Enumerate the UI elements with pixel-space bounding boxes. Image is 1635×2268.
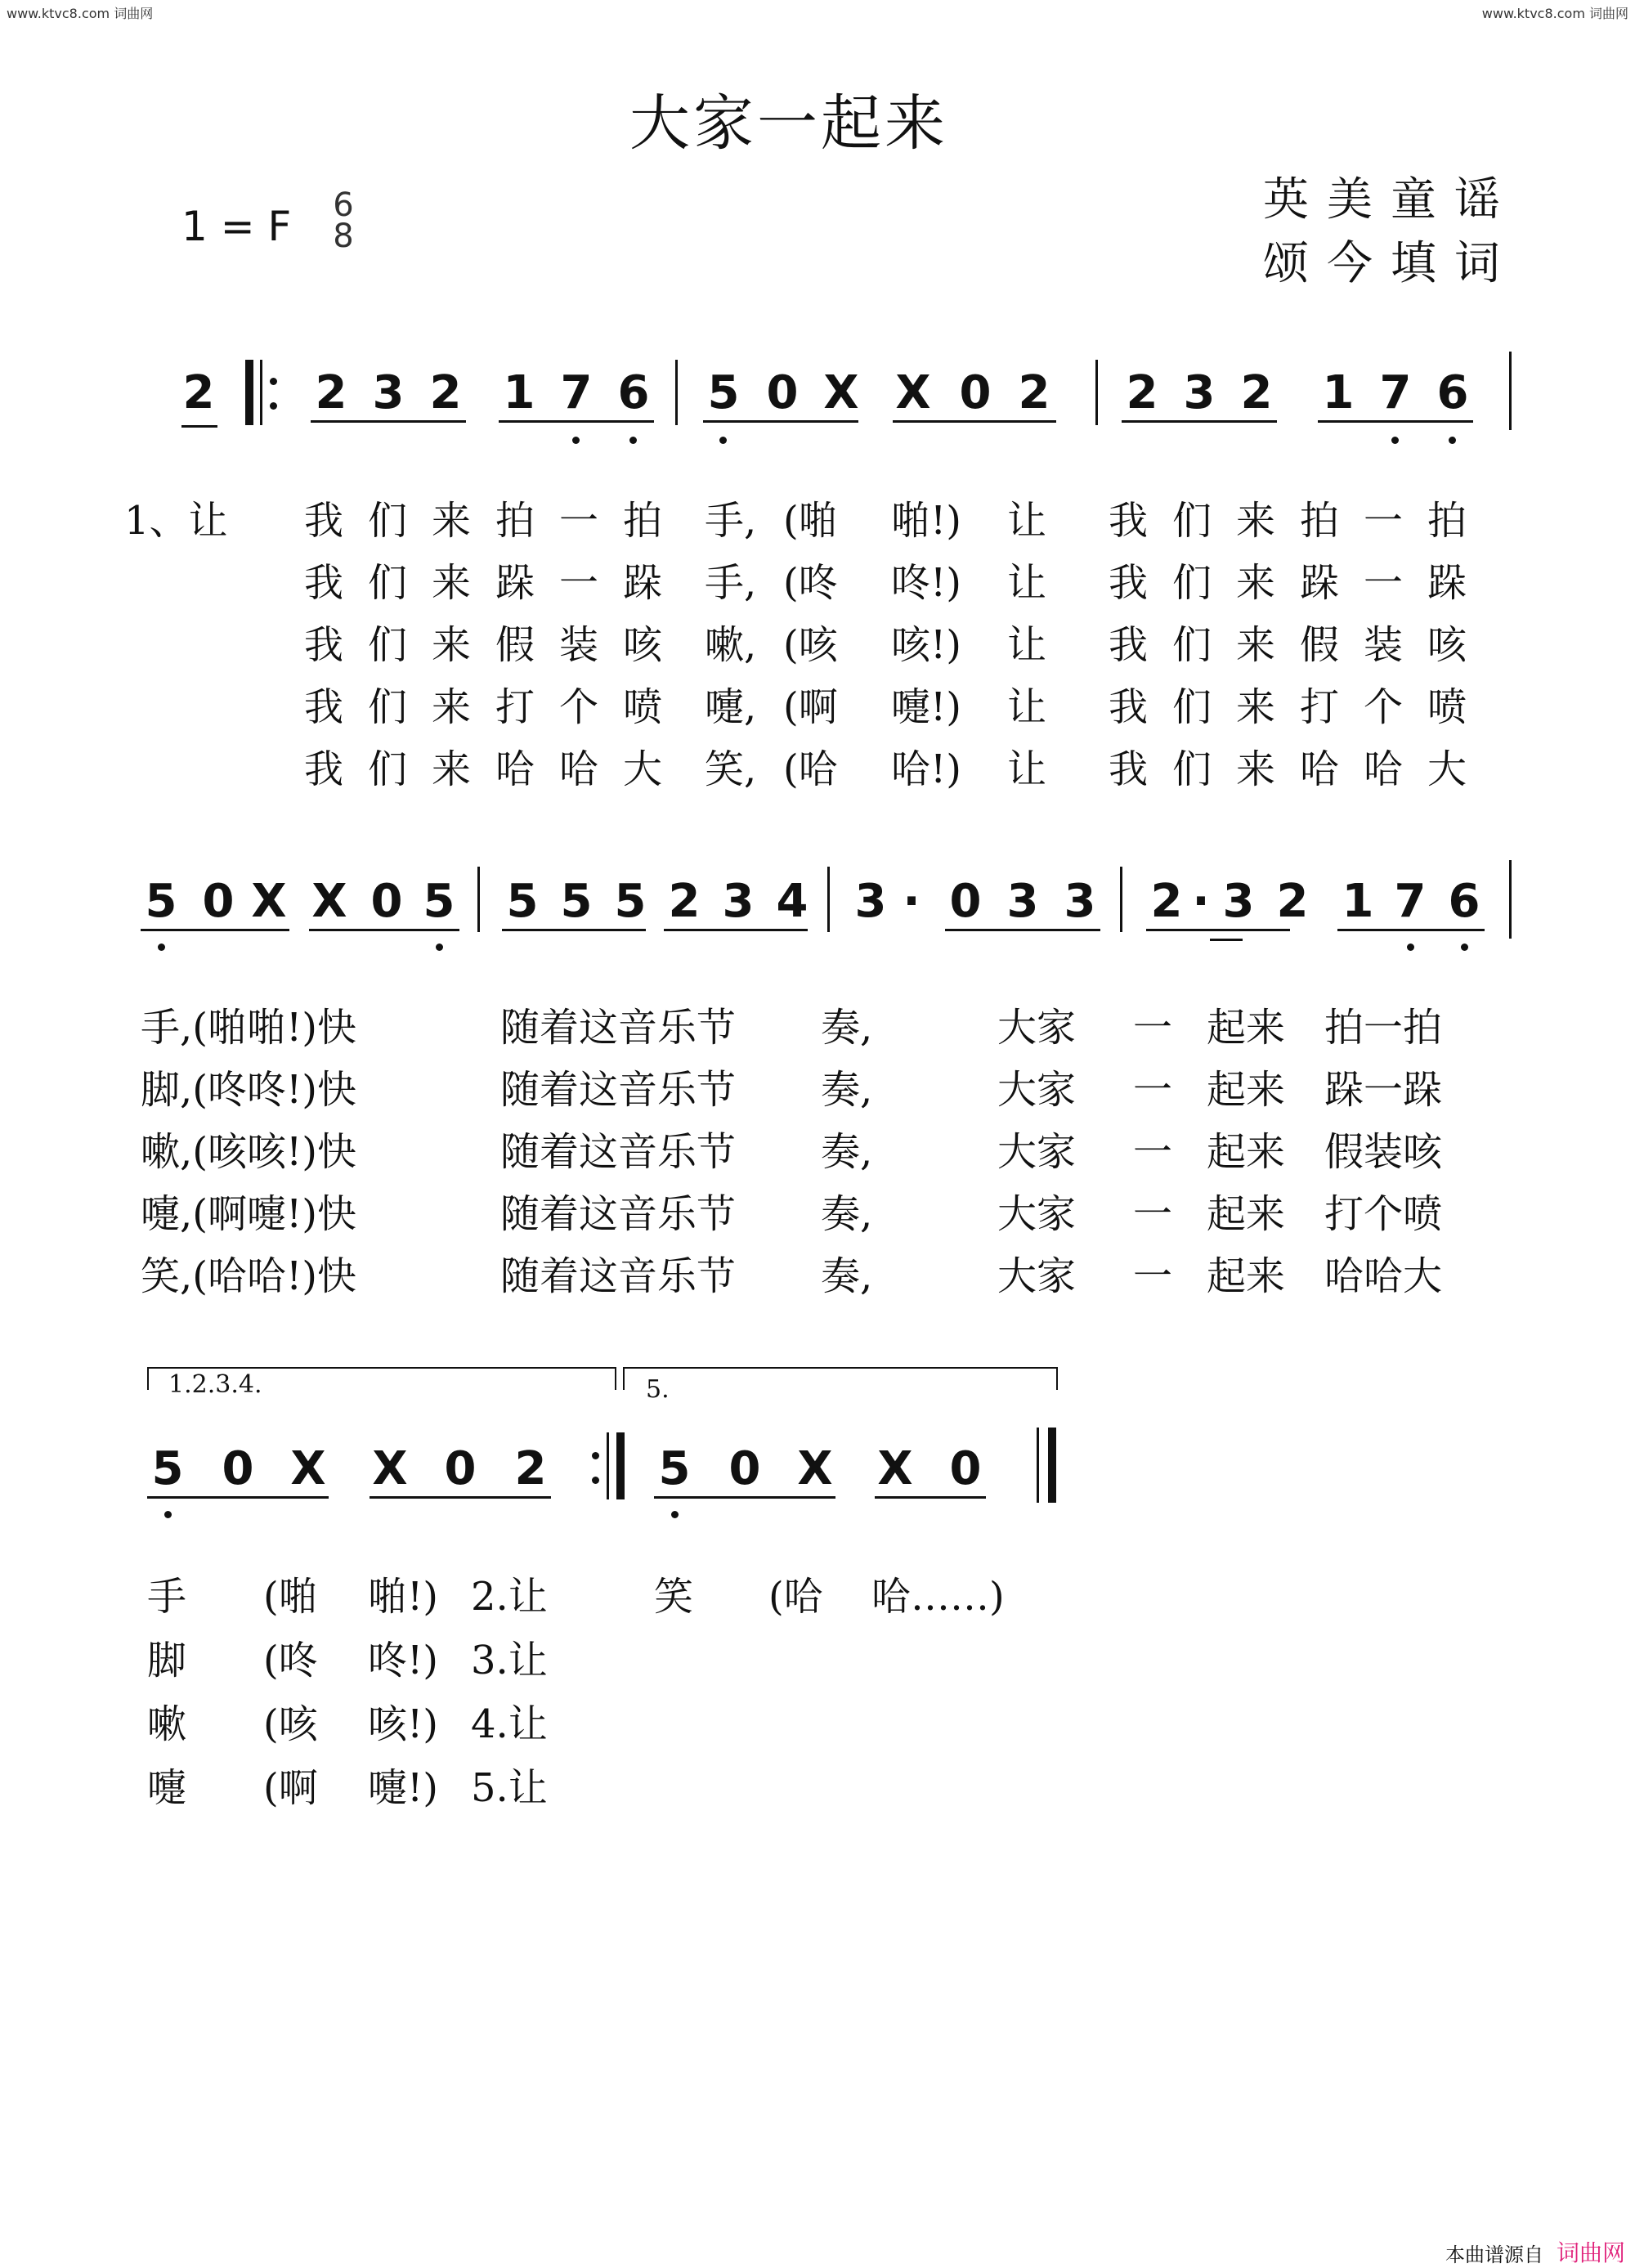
lyric: 一 xyxy=(1133,1129,1173,1175)
ending-bracket-2 xyxy=(623,1367,1058,1390)
note: X xyxy=(311,875,347,928)
lyric: 大 xyxy=(623,746,663,792)
lyric: 们 xyxy=(1172,560,1212,606)
lyric: 假装咳 xyxy=(1324,1129,1443,1175)
beam xyxy=(311,420,466,423)
lyric: 跺一跺 xyxy=(1324,1067,1443,1113)
lyric: (哈 xyxy=(783,746,838,792)
barline xyxy=(675,360,678,425)
time-signature xyxy=(327,186,360,255)
lyric: 一 xyxy=(1133,1005,1173,1051)
low-octave-dot xyxy=(1449,437,1456,444)
note: X xyxy=(290,1442,326,1495)
lyric: 起来 xyxy=(1207,1067,1286,1113)
lyric: 来 xyxy=(432,622,472,668)
lyric: 假 xyxy=(495,622,535,668)
lyric: 咚!) xyxy=(368,1638,439,1683)
lyric: 咳!) xyxy=(368,1701,439,1747)
note: 7 xyxy=(1394,875,1427,928)
lyric: 来 xyxy=(432,560,472,606)
barline xyxy=(1120,867,1122,932)
lyric: 让 xyxy=(1007,560,1047,606)
beam xyxy=(499,420,654,423)
note: 7 xyxy=(560,366,593,419)
beam xyxy=(309,929,459,931)
lyric: 来 xyxy=(1236,498,1276,544)
repeat-end-bar xyxy=(616,1432,625,1499)
lyric: 们 xyxy=(1172,498,1212,544)
lyric: (啪 xyxy=(263,1574,318,1620)
note: · xyxy=(1192,875,1210,928)
lyric: 跺 xyxy=(1427,560,1467,606)
lyric: 拍 xyxy=(495,498,535,544)
marker-underline xyxy=(181,425,217,428)
lyric: 们 xyxy=(368,560,408,606)
lyric: 我 xyxy=(1109,622,1149,668)
note: X xyxy=(823,366,859,419)
lyric: 拍 xyxy=(623,498,663,544)
lyric: (咳 xyxy=(783,622,838,668)
beam xyxy=(141,929,289,931)
lyric: 起来 xyxy=(1207,1253,1286,1299)
repeat-start-bar xyxy=(245,360,253,425)
lyric: 嚏 xyxy=(147,1765,187,1811)
lyric: (啊 xyxy=(783,684,838,730)
note: X xyxy=(251,875,287,928)
note: 4 xyxy=(776,875,809,928)
low-octave-dot xyxy=(436,944,443,951)
low-octave-dot xyxy=(164,1511,172,1518)
beam xyxy=(945,929,1100,931)
note: 0 xyxy=(959,366,992,419)
lyric: 来 xyxy=(1236,746,1276,792)
note: 3 xyxy=(1183,366,1216,419)
lyric: 奏, xyxy=(821,1129,873,1175)
lyric: (咚 xyxy=(263,1638,318,1683)
note: 5 xyxy=(423,875,455,928)
lyric: 们 xyxy=(368,498,408,544)
lyric: 大 xyxy=(1427,746,1467,792)
final-thick-bar xyxy=(1048,1428,1056,1503)
note: 2 xyxy=(668,875,701,928)
footer-site-link[interactable]: 词曲网 xyxy=(1557,2239,1626,2266)
beam xyxy=(893,420,1056,423)
final-thin-bar xyxy=(1037,1428,1039,1503)
note: X xyxy=(372,1442,408,1495)
lyric: 脚 xyxy=(147,1638,187,1683)
lyric: 我 xyxy=(1109,746,1149,792)
lyric: 来 xyxy=(432,746,472,792)
low-octave-dot xyxy=(1461,944,1468,951)
lyric: 们 xyxy=(1172,746,1212,792)
repeat-dot xyxy=(592,1477,599,1484)
lyric: (啊 xyxy=(263,1765,318,1811)
lyric: 喷 xyxy=(623,684,663,730)
ending-label-1: 1.2.3.4. xyxy=(168,1370,262,1399)
lyric: 哈 xyxy=(559,746,599,792)
lyric: 来 xyxy=(1236,622,1276,668)
lyric: 跺 xyxy=(495,560,535,606)
lyric: 脚,(咚咚!)快 xyxy=(141,1067,357,1113)
note: X xyxy=(797,1442,833,1495)
note: 3 xyxy=(1006,875,1039,928)
note: X xyxy=(895,366,931,419)
header-left: www.ktvc8.com 词曲网 xyxy=(7,6,154,21)
note: 0 xyxy=(444,1442,477,1495)
low-octave-dot xyxy=(719,437,727,444)
lyric: 大家 xyxy=(997,1067,1077,1113)
meter-bottom: 8 xyxy=(333,217,354,255)
note: X xyxy=(877,1442,913,1495)
lyric: 3.让 xyxy=(471,1638,548,1683)
final-lyric: (哈 xyxy=(768,1574,823,1620)
lyric: 大家 xyxy=(997,1005,1077,1051)
note: 3 xyxy=(372,366,405,419)
note: 2 xyxy=(1126,366,1158,419)
lyric: 起来 xyxy=(1207,1191,1286,1237)
lyric: 我 xyxy=(304,498,344,544)
lyric: (咳 xyxy=(263,1701,318,1747)
note: 1 xyxy=(503,366,535,419)
note: 1 xyxy=(1342,875,1374,928)
lyric: 4.让 xyxy=(471,1701,548,1747)
note: 2 xyxy=(429,366,462,419)
lyric: 哈 xyxy=(1364,746,1404,792)
lyric: 假 xyxy=(1300,622,1340,668)
lyric: 手 xyxy=(147,1574,187,1620)
beam xyxy=(147,1496,329,1499)
barline xyxy=(477,867,480,932)
lyric: 个 xyxy=(559,684,599,730)
lyric: 奏, xyxy=(821,1253,873,1299)
lyric: 一 xyxy=(1133,1191,1173,1237)
lyric: 起来 xyxy=(1207,1129,1286,1175)
lyric: 我 xyxy=(1109,560,1149,606)
lyric: 咚!) xyxy=(891,560,962,606)
staff-marker: 2 xyxy=(182,366,215,419)
final-lyric: 哈……) xyxy=(871,1574,1005,1620)
lyric: 我 xyxy=(304,684,344,730)
lyric: 笑,(哈哈!)快 xyxy=(141,1253,357,1299)
lyric: 我 xyxy=(304,746,344,792)
lyric: 5.让 xyxy=(471,1765,548,1811)
lyric: 一 xyxy=(559,560,599,606)
repeat-dot xyxy=(270,378,277,385)
low-octave-dot xyxy=(1391,437,1399,444)
lyric: 我 xyxy=(304,560,344,606)
lyric: 哈 xyxy=(1300,746,1340,792)
beam xyxy=(654,1496,835,1499)
lyric: 我 xyxy=(304,622,344,668)
lyric: 嚏!) xyxy=(368,1765,439,1811)
beam xyxy=(1210,939,1243,941)
lyric: 们 xyxy=(368,622,408,668)
beam xyxy=(664,929,808,931)
beam xyxy=(1146,929,1290,931)
lyric: 让 xyxy=(1007,622,1047,668)
lyric: 装 xyxy=(1364,622,1404,668)
lyric: (咚 xyxy=(783,560,838,606)
note: 3 xyxy=(1064,875,1096,928)
lyric: 一 xyxy=(559,498,599,544)
note: 3 xyxy=(1222,875,1255,928)
repeat-start-thin xyxy=(260,360,262,425)
note: 2 xyxy=(1240,366,1273,419)
lyric: 随着这音乐节 xyxy=(500,1191,737,1237)
note: 3 xyxy=(854,875,887,928)
lyric: 随着这音乐节 xyxy=(500,1005,737,1051)
note: 0 xyxy=(766,366,799,419)
note: 3 xyxy=(722,875,755,928)
lyric: 随着这音乐节 xyxy=(500,1253,737,1299)
lyric: (啪 xyxy=(783,498,838,544)
lyric: 来 xyxy=(432,684,472,730)
lyric: 嗽 xyxy=(147,1701,187,1747)
lyric: 来 xyxy=(1236,560,1276,606)
beam xyxy=(1122,420,1277,423)
low-octave-dot xyxy=(572,437,580,444)
lyric: 们 xyxy=(1172,684,1212,730)
lyric: 打 xyxy=(1300,684,1340,730)
lyric: 手,(啪啪!)快 xyxy=(141,1005,357,1051)
note: 5 xyxy=(506,875,539,928)
lyric: 来 xyxy=(432,498,472,544)
note: 5 xyxy=(151,1442,184,1495)
lyric: 拍 xyxy=(1427,498,1467,544)
note: 2 xyxy=(514,1442,547,1495)
lyric: 拍 xyxy=(1300,498,1340,544)
note: 5 xyxy=(614,875,647,928)
note: 6 xyxy=(617,366,650,419)
beam xyxy=(502,929,646,931)
lyric: 一 xyxy=(1364,498,1404,544)
note: 0 xyxy=(949,875,982,928)
note: 0 xyxy=(728,1442,761,1495)
beam xyxy=(875,1496,986,1499)
lyric: 咳 xyxy=(623,622,663,668)
lyric: 们 xyxy=(1172,622,1212,668)
song-title: 大家一起来 xyxy=(629,88,948,159)
note: 2 xyxy=(315,366,347,419)
low-octave-dot xyxy=(671,1511,679,1518)
lyric: 咳 xyxy=(1427,622,1467,668)
note: 2 xyxy=(1018,366,1050,419)
note: 0 xyxy=(202,875,235,928)
note: 5 xyxy=(707,366,740,419)
lyric: 喷 xyxy=(1427,684,1467,730)
lyric: 们 xyxy=(368,684,408,730)
lyric: 手, xyxy=(705,560,757,606)
note: 6 xyxy=(1448,875,1480,928)
repeat-end-thin xyxy=(607,1432,609,1499)
lyric: 笑, xyxy=(705,746,757,792)
lyric: 随着这音乐节 xyxy=(500,1129,737,1175)
lyric: 大家 xyxy=(997,1191,1077,1237)
footer-source: 本曲谱源自 xyxy=(1445,2243,1543,2266)
note: 6 xyxy=(1436,366,1469,419)
lyricist-credit: 颂今填词 xyxy=(1263,237,1518,290)
lyric: 来 xyxy=(1236,684,1276,730)
lyric: 打 xyxy=(495,684,535,730)
lyric: 大家 xyxy=(997,1253,1077,1299)
verse-prefix: 1、让 xyxy=(124,498,228,544)
lyric: 让 xyxy=(1007,498,1047,544)
lyric: 2.让 xyxy=(471,1574,548,1620)
barline xyxy=(1509,860,1512,939)
beam xyxy=(1318,420,1473,423)
lyric: 我 xyxy=(1109,684,1149,730)
ending-label-2: 5. xyxy=(646,1375,670,1404)
lyric: 拍一拍 xyxy=(1324,1005,1443,1051)
composer-credit: 英美童谣 xyxy=(1263,173,1518,226)
barline xyxy=(827,867,830,932)
lyric: 随着这音乐节 xyxy=(500,1067,737,1113)
note: 0 xyxy=(370,875,403,928)
lyric: 啪!) xyxy=(368,1574,439,1620)
lyric: 嗽, xyxy=(705,622,757,668)
lyric: 啪!) xyxy=(891,498,962,544)
lyric: 起来 xyxy=(1207,1005,1286,1051)
lyric: 一 xyxy=(1133,1067,1173,1113)
low-octave-dot xyxy=(1407,944,1414,951)
lyric: 手, xyxy=(705,498,757,544)
lyric: 个 xyxy=(1364,684,1404,730)
note: 2 xyxy=(1150,875,1183,928)
key-signature: 1 = F xyxy=(181,203,292,250)
final-lyric: 笑 xyxy=(654,1574,694,1620)
lyric: 打个喷 xyxy=(1324,1191,1443,1237)
note: 5 xyxy=(145,875,177,928)
lyric: 跺 xyxy=(1300,560,1340,606)
meter-top: 6 xyxy=(333,186,354,224)
note: 0 xyxy=(222,1442,254,1495)
lyric: 装 xyxy=(559,622,599,668)
note: 2 xyxy=(1276,875,1309,928)
lyric: 跺 xyxy=(623,560,663,606)
barline xyxy=(1509,352,1512,430)
lyric: 们 xyxy=(368,746,408,792)
note: 7 xyxy=(1379,366,1412,419)
lyric: 哈!) xyxy=(891,746,962,792)
note: 1 xyxy=(1322,366,1355,419)
low-octave-dot xyxy=(158,944,165,951)
lyric: 一 xyxy=(1364,560,1404,606)
note: 5 xyxy=(658,1442,691,1495)
lyric: 让 xyxy=(1007,746,1047,792)
lyric: 哈 xyxy=(495,746,535,792)
beam xyxy=(370,1496,551,1499)
lyric: 让 xyxy=(1007,684,1047,730)
lyric: 奏, xyxy=(821,1005,873,1051)
beam xyxy=(703,420,858,423)
repeat-dot xyxy=(592,1452,599,1459)
lyric: 咳!) xyxy=(891,622,962,668)
lyric: 嚏,(啊嚏!)快 xyxy=(141,1191,357,1237)
low-octave-dot xyxy=(629,437,637,444)
lyric: 嚏!) xyxy=(891,684,962,730)
header-right: www.ktvc8.com 词曲网 xyxy=(1481,6,1628,21)
lyric: 我 xyxy=(1109,498,1149,544)
lyric: 大家 xyxy=(997,1129,1077,1175)
note: 0 xyxy=(949,1442,982,1495)
note: 5 xyxy=(560,875,593,928)
note: · xyxy=(903,875,921,928)
lyric: 奏, xyxy=(821,1067,873,1113)
barline xyxy=(1095,360,1098,425)
beam xyxy=(1337,929,1485,931)
lyric: 嗽,(咳咳!)快 xyxy=(141,1129,357,1175)
lyric: 奏, xyxy=(821,1191,873,1237)
repeat-dot xyxy=(270,402,277,410)
lyric: 嚏, xyxy=(705,684,757,730)
lyric: 一 xyxy=(1133,1253,1173,1299)
lyric: 哈哈大 xyxy=(1324,1253,1443,1299)
